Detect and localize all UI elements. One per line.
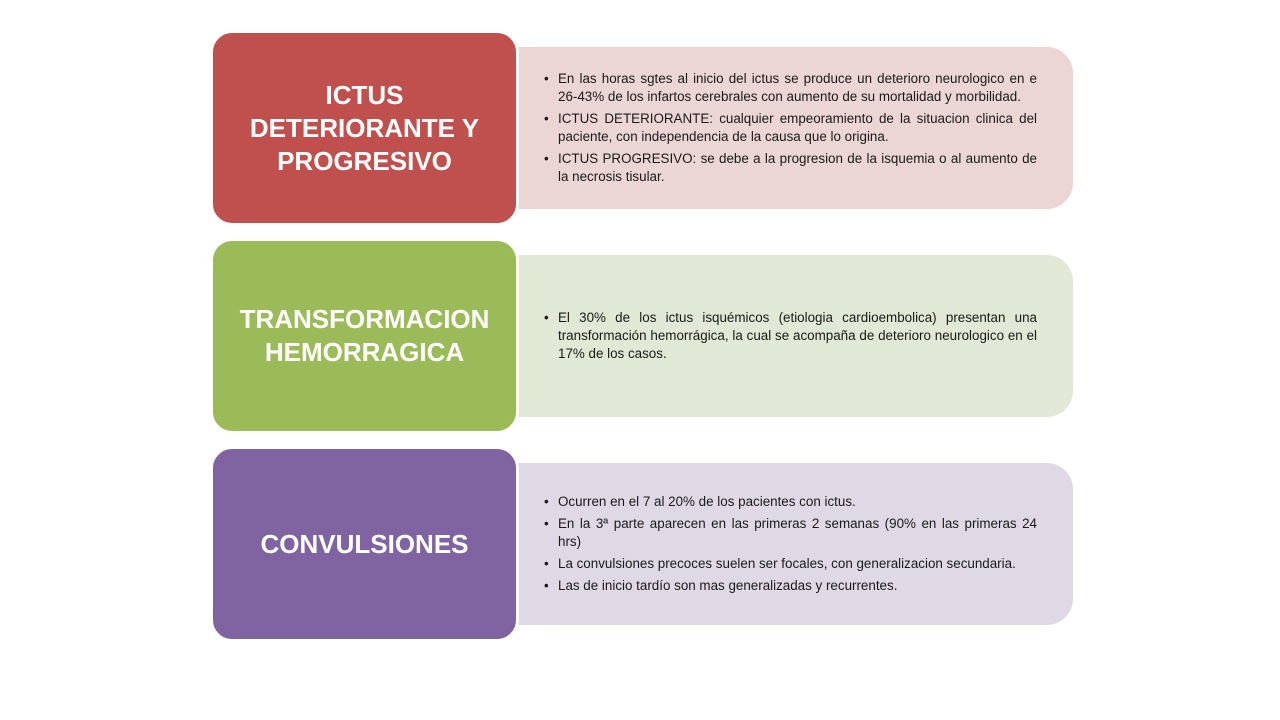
- title-box: [210, 238, 519, 434]
- title-box: [210, 30, 519, 226]
- bullet-item: • Las de inicio tardío son mas generalizadas y recurrentes.: [540, 577, 1037, 595]
- bullet-item: • El 30% de los ictus isquémicos (etiologia cardioembolica) presentan una transformación hemorrágica, la cual se acompaña de deterioro neurologico en el 17% de los casos.: [540, 309, 1037, 363]
- description-panel: [470, 463, 1073, 625]
- description-panel: [470, 47, 1073, 209]
- bullet-list: [540, 70, 1037, 186]
- bullet-item: • Ocurren en el 7 al 20% de los pacientes con ictus.: [540, 493, 1037, 511]
- bullet-item: • En la 3ª parte aparecen en las primeras 2 semanas (90% en las primeras 24 hrs): [540, 515, 1037, 551]
- block-title: CONVULSIONES: [260, 528, 469, 559]
- block-transformacion-hemorragica: [0, 238, 1280, 434]
- block-ictus-deteriorante: [0, 30, 1280, 226]
- bullet-list: [540, 493, 1037, 595]
- block-convulsiones: [0, 446, 1280, 642]
- bullet-item: • La convulsiones precoces suelen ser focales, con generalizacion secundaria.: [540, 555, 1037, 573]
- block-title: TRANSFORMACION HEMORRAGICA: [239, 304, 490, 367]
- bullet-list: [540, 309, 1037, 363]
- bullet-item: • ICTUS PROGRESIVO: se debe a la progresion de la isquemia o al aumento de la necrosis tisular.: [540, 150, 1037, 186]
- block-title: ICTUS DETERIORANTE Y PROGRESIVO: [249, 79, 480, 176]
- title-box: [210, 446, 519, 642]
- description-panel: [470, 255, 1073, 417]
- bullet-item: • En las horas sgtes al inicio del ictus se produce un deterioro neurologico en e 26-43% de los infartos cerebrales con aumento de su mortalidad y morbilidad.: [540, 70, 1037, 106]
- bullet-item: • ICTUS DETERIORANTE: cualquier empeoramiento de la situacion clinica del paciente, con independencia de la causa que lo origina.: [540, 110, 1037, 146]
